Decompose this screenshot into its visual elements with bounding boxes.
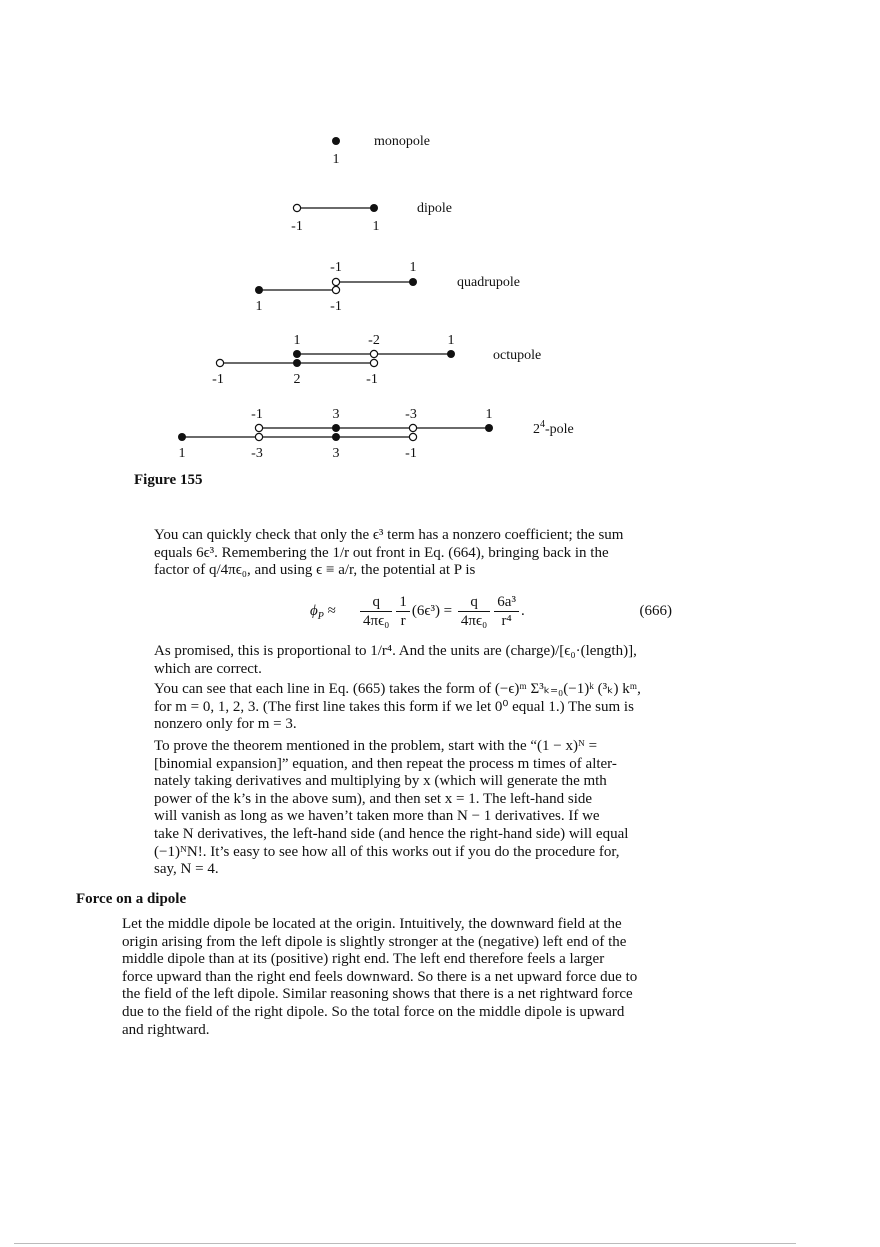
text-line: nonzero only for m = 3. — [154, 716, 297, 733]
eq-lhs-sub: P — [317, 611, 324, 622]
charge-label: -1 — [251, 407, 263, 422]
charge-label: 2 — [293, 372, 301, 387]
charge-label: 3 — [332, 446, 340, 461]
monopole-diagram — [332, 134, 430, 167]
equation-666 — [310, 593, 672, 633]
text-line: take N derivatives, the left-hand side (and hence the right-hand side) will equal — [154, 825, 629, 842]
charge-label: -1 — [366, 372, 378, 387]
positive-charge — [332, 424, 340, 432]
eq-mid: (6ϵ³) = — [411, 603, 456, 619]
paragraph-proof — [154, 738, 672, 879]
denominator: 4πϵ₀ — [363, 613, 390, 629]
negative-charge — [216, 359, 223, 366]
negative-charge — [370, 359, 377, 366]
octupole-diagram — [212, 333, 541, 387]
negative-charge — [293, 204, 300, 211]
sixteen-pole-diagram — [178, 407, 574, 461]
negative-charge — [370, 350, 377, 357]
charge-label: -3 — [251, 446, 263, 461]
positive-charge — [485, 424, 493, 432]
numerator: 1 — [396, 593, 410, 612]
positive-charge — [332, 433, 340, 441]
text-line: To prove the theorem mentioned in the problem, start with the “(1 − x)ᴺ = — [154, 738, 598, 754]
negative-charge — [255, 433, 262, 440]
charge-label: 1 — [332, 152, 340, 167]
page-bottom-rule — [14, 1243, 796, 1244]
text-line: will vanish as long as we haven’t taken more than N − 1 derivatives. If we — [154, 808, 600, 825]
charge-label: 1 — [255, 299, 263, 314]
charge-label: 1 — [485, 407, 493, 422]
charge-label: -1 — [330, 299, 342, 314]
charge-label: 1 — [447, 333, 455, 348]
text-line: equals 6ϵ³. Remembering the 1/r out front in Eq. (664), bringing back in the — [154, 544, 609, 561]
text-line: origin arising from the left dipole is slightly stronger at the (negative) left end of the — [122, 933, 627, 950]
eq-approx: ≈ — [323, 603, 336, 619]
equation-body — [310, 603, 336, 622]
equation-fractions — [358, 593, 525, 630]
denominator: r — [400, 613, 406, 629]
text-line: middle dipole than at its (positive) right end. The left end therefore feels a larger — [122, 951, 605, 968]
positive-charge — [409, 278, 417, 286]
numerator: q — [360, 593, 392, 612]
monopole-label: monopole — [374, 134, 430, 149]
paragraph-result — [154, 527, 672, 580]
text-line: You can quickly check that only the ϵ³ term has a nonzero coefficient; the sum — [154, 527, 624, 543]
text-line: factor of q/4πϵ₀, and using ϵ ≡ a/r, the potential at P is — [154, 562, 476, 579]
text-line: As promised, this is proportional to 1/r⁴. And the units are (charge)/[ϵ₀·(length)], — [154, 643, 637, 659]
text-line: [binomial expansion]” equation, and then repeat the process m times of alter- — [154, 755, 617, 772]
positive-charge — [370, 204, 378, 212]
positive-charge — [293, 359, 301, 367]
equation-number: (666) — [639, 603, 672, 619]
text-line: the field of the left dipole. Similar reasoning shows that there is a net rightward force — [122, 986, 633, 1003]
numerator: 6a³ — [494, 593, 519, 612]
quadrupole-label: quadrupole — [457, 275, 520, 290]
dipole-diagram — [291, 201, 452, 234]
negative-charge — [409, 433, 416, 440]
text-line: You can see that each line in Eq. (665) takes the form of (−ϵ)ᵐ Σ³ₖ₌₀(−1)ᵏ (³ₖ) kᵐ, — [154, 681, 641, 697]
charge-label: -2 — [368, 333, 380, 348]
positive-charge — [293, 350, 301, 358]
text-line: say, N = 4. — [154, 861, 219, 878]
paragraph-units — [154, 643, 672, 678]
charge-label: -1 — [212, 372, 224, 387]
text-line: which are correct. — [154, 660, 262, 677]
negative-charge — [332, 286, 339, 293]
paragraph-force-on-dipole — [122, 916, 672, 1039]
paragraph-sum-form — [154, 681, 672, 734]
dipole-label: dipole — [417, 201, 452, 216]
section-heading: Force on a dipole — [76, 891, 187, 907]
charge-label: 1 — [293, 333, 301, 348]
negative-charge — [255, 424, 262, 431]
charge-label: -3 — [405, 407, 417, 422]
denominator: r⁴ — [501, 613, 512, 629]
text-line: (−1)ᴺN!. It’s easy to see how all of this works out if you do the procedure for, — [154, 843, 620, 860]
multipole-figure — [0, 0, 880, 470]
text-line: for m = 0, 1, 2, 3. (The first line takes this form if we let 0⁰ equal 1.) The sum is — [154, 698, 634, 715]
fraction — [360, 593, 392, 630]
charge-label: -1 — [330, 260, 342, 275]
sixteen-pole-label: $2^4$-pole — [533, 419, 574, 437]
charge-label: 1 — [178, 446, 186, 461]
figure-caption: Figure 155 — [134, 472, 203, 488]
octupole-label: octupole — [493, 348, 542, 363]
positive-charge — [332, 137, 340, 145]
positive-charge — [447, 350, 455, 358]
text-line: Let the middle dipole be located at the origin. Intuitively, the downward field at the — [122, 916, 622, 932]
fraction — [494, 593, 519, 630]
negative-charge — [332, 278, 339, 285]
fraction — [396, 593, 410, 630]
text-line: force upward than the right end feels downward. So there is a net upward force due to — [122, 968, 638, 985]
eq-end: . — [520, 603, 525, 619]
text-line: nately taking derivatives and multiplying by x (which will generate the mth — [154, 773, 607, 790]
text-line: and rightward. — [122, 1021, 210, 1038]
charge-label: 1 — [409, 260, 417, 275]
charge-label: -1 — [405, 446, 417, 461]
charge-label: 1 — [372, 219, 380, 234]
text-line: due to the field of the right dipole. So the total force on the middle dipole is upward — [122, 1003, 625, 1020]
charge-label: -1 — [291, 219, 303, 234]
fraction — [458, 593, 490, 630]
positive-charge — [178, 433, 186, 441]
negative-charge — [409, 424, 416, 431]
positive-charge — [255, 286, 263, 294]
denominator: 4πϵ₀ — [460, 613, 488, 629]
numerator: q — [458, 593, 490, 612]
quadrupole-diagram — [255, 260, 520, 314]
charge-label: 3 — [332, 407, 340, 422]
text-line: power of the k’s in the above sum), and then set x = 1. The left-hand side — [154, 790, 593, 807]
eq-lhs: ϕ — [310, 603, 318, 619]
